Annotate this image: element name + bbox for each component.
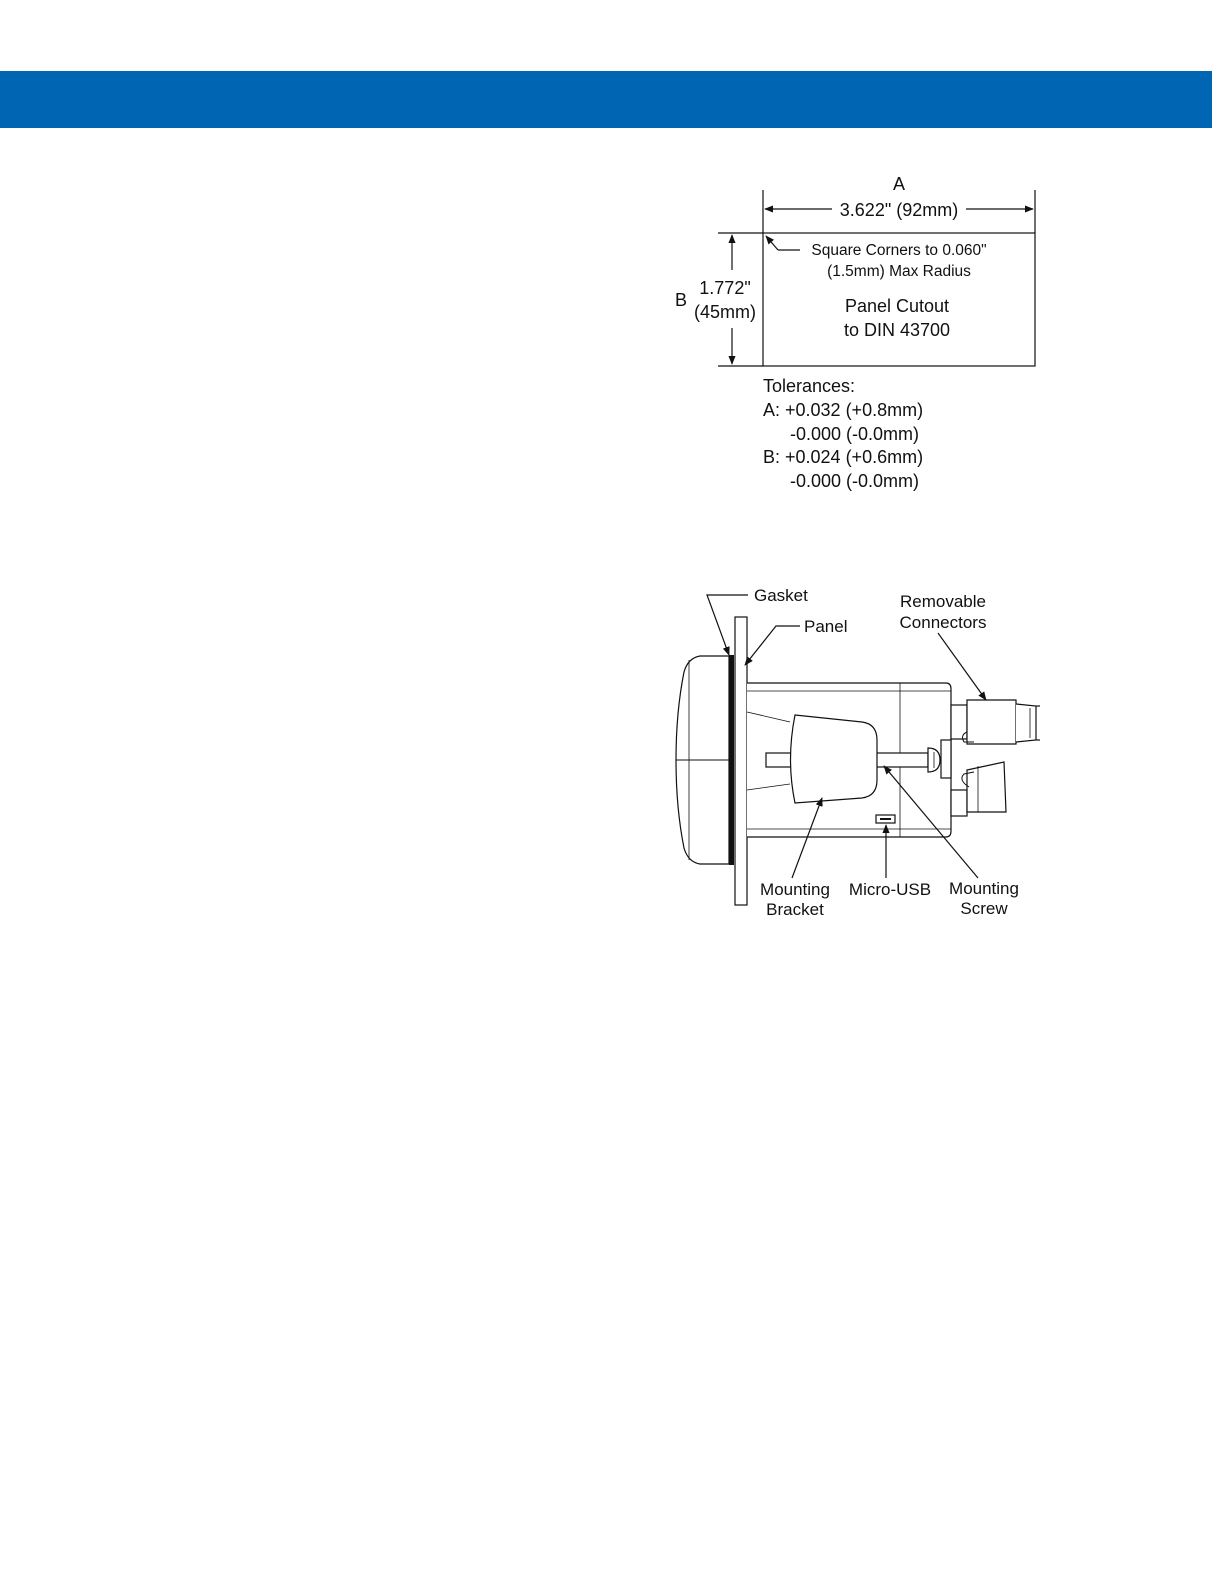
label-mounting-screw-line2: Screw (960, 899, 1008, 918)
removable-connector-top (951, 700, 1040, 744)
dim-a-value: 3.622" (92mm) (839, 200, 959, 220)
dim-a-letter: A (892, 174, 906, 194)
tolerances-heading: Tolerances: (763, 376, 856, 396)
panel (735, 617, 747, 905)
label-panel: Panel (804, 617, 848, 636)
tolerance-a-minus: -0.000 (-0.0mm) (790, 424, 920, 444)
side-view-diagram (676, 595, 1040, 905)
corner-note-line1: Square Corners to 0.060" (811, 242, 987, 259)
panel-leader (745, 626, 800, 665)
label-mounting-bracket-line2: Bracket (766, 900, 824, 919)
label-removable-line1: Removable (900, 592, 986, 611)
cutout-title-line1: Panel Cutout (844, 296, 950, 316)
gasket (729, 655, 734, 865)
tolerance-a-plus: A: +0.032 (+0.8mm) (763, 400, 924, 420)
dim-b-letter: B (674, 290, 688, 310)
tolerance-b-plus: B: +0.024 (+0.6mm) (763, 447, 924, 467)
label-mounting-bracket-line1: Mounting (760, 880, 830, 899)
mounting-bracket (791, 715, 878, 803)
corner-leader-arrow (766, 236, 778, 250)
corner-note-line2: (1.5mm) Max Radius (827, 263, 971, 280)
label-gasket: Gasket (754, 586, 808, 605)
label-mounting-screw-line1: Mounting (949, 879, 1019, 898)
panel-cutout-diagram (675, 174, 1035, 491)
dim-b-value-line2: (45mm) (694, 302, 756, 322)
label-micro-usb: Micro-USB (848, 880, 932, 899)
tolerance-b-minus: -0.000 (-0.0mm) (790, 471, 920, 491)
removable-connector-bottom (951, 762, 1006, 816)
cutout-title-line2: to DIN 43700 (843, 320, 951, 340)
label-removable-line2: Connectors (899, 613, 987, 632)
dim-b-value-line1: 1.772" (699, 278, 751, 298)
